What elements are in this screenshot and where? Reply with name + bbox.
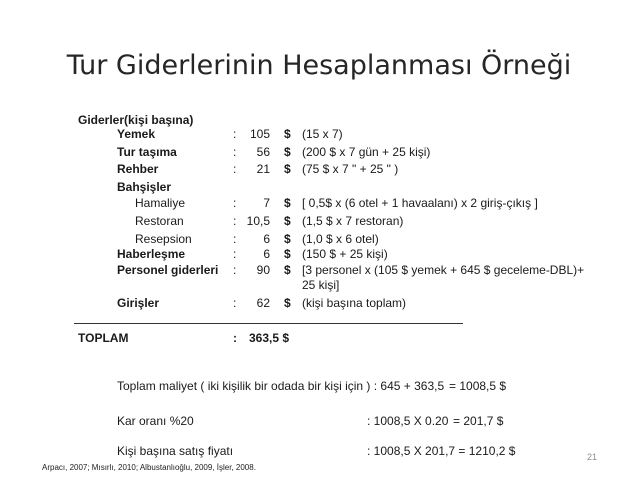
row-colon: : [233,145,237,159]
summary-text: Kişi başına satış fiyatı [117,444,234,458]
row-label: Rehber [117,162,159,176]
summary-text: Kar oranı %20 [117,414,194,428]
row-currency: $ [284,232,291,246]
slide-title: Tur Giderlerinin Hesaplanması Örneği [66,50,572,81]
row-label: Tur taşıma [117,145,177,159]
row-currency: $ [284,145,291,159]
total-label: TOPLAM [78,331,129,345]
row-currency: $ [284,214,291,228]
row-value: 6 [263,247,270,261]
summary-result: = 201,7 $ [453,414,504,428]
row-colon: : [233,127,237,141]
row-currency: $ [284,196,291,210]
row-label: Bahşişler [117,180,172,194]
row-label: Personel giderleri [117,263,219,277]
row-colon: : [233,196,237,210]
row-colon: : [233,232,237,246]
row-note: (150 $ + 25 kişi) [302,247,388,261]
divider-line [74,323,463,324]
page-number: 21 [587,452,598,462]
row-currency: $ [284,263,291,277]
row-label: Yemek [117,127,156,141]
row-note: (1,0 $ x 6 otel) [302,232,379,246]
table-header: Giderler(kişi başına) [78,113,194,127]
row-colon: : [233,247,237,261]
row-note: (15 x 7) [302,127,343,141]
row-label: Hamaliye [135,196,186,210]
row-value: 6 [263,232,270,246]
row-note: [ 0,5$ x (6 otel + 1 havaalanı) x 2 giriş-çıkış ] [302,196,538,210]
row-note: (200 $ x 7 gün + 25 kişi) [302,145,431,159]
row-label: Resepsion [135,232,192,246]
row-value: 7 [263,196,270,210]
row-currency: $ [284,296,291,310]
row-note: (1,5 $ x 7 restoran) [302,214,404,228]
total-colon: : [233,331,237,345]
row-note: (kişi başına toplam) [302,296,407,310]
row-value: 62 [256,296,270,310]
row-note: (75 $ x 7 " + 25 " ) [302,162,399,176]
row-label: Haberleşme [117,247,186,261]
row-colon: : [233,296,237,310]
row-value: 105 [249,127,270,141]
row-currency: $ [284,127,291,141]
row-currency: $ [284,162,291,176]
summary-text: Toplam maliyet ( iki kişilik bir odada bir kişi için ) : 645 + 363,5 [117,379,445,393]
row-colon: : [233,214,237,228]
row-note: [3 personel x (105 $ yemek + 645 $ geceleme-DBL)+ [302,263,585,277]
row-value: 10,5 [246,214,270,228]
row-label: Restoran [135,214,184,228]
row-currency: $ [284,247,291,261]
summary-calc: : 1008,5 X 201,7 = 1210,2 $ [367,444,516,458]
row-label: Girişler [117,296,160,310]
row-value: 56 [256,145,270,159]
summary-result: = 1008,5 $ [449,379,507,393]
row-colon: : [233,162,237,176]
total-value: 363,5 $ [249,331,290,345]
row-note-continued: 25 kişi] [302,278,340,292]
row-value: 90 [256,263,270,277]
summary-calc: : 1008,5 X 0.20 [367,414,449,428]
row-value: 21 [256,162,270,176]
row-colon: : [233,263,237,277]
source-citation: Arpacı, 2007; Mısırlı, 2010; Albustanlıoğlu, 2009, İşler, 2008. [42,463,256,472]
